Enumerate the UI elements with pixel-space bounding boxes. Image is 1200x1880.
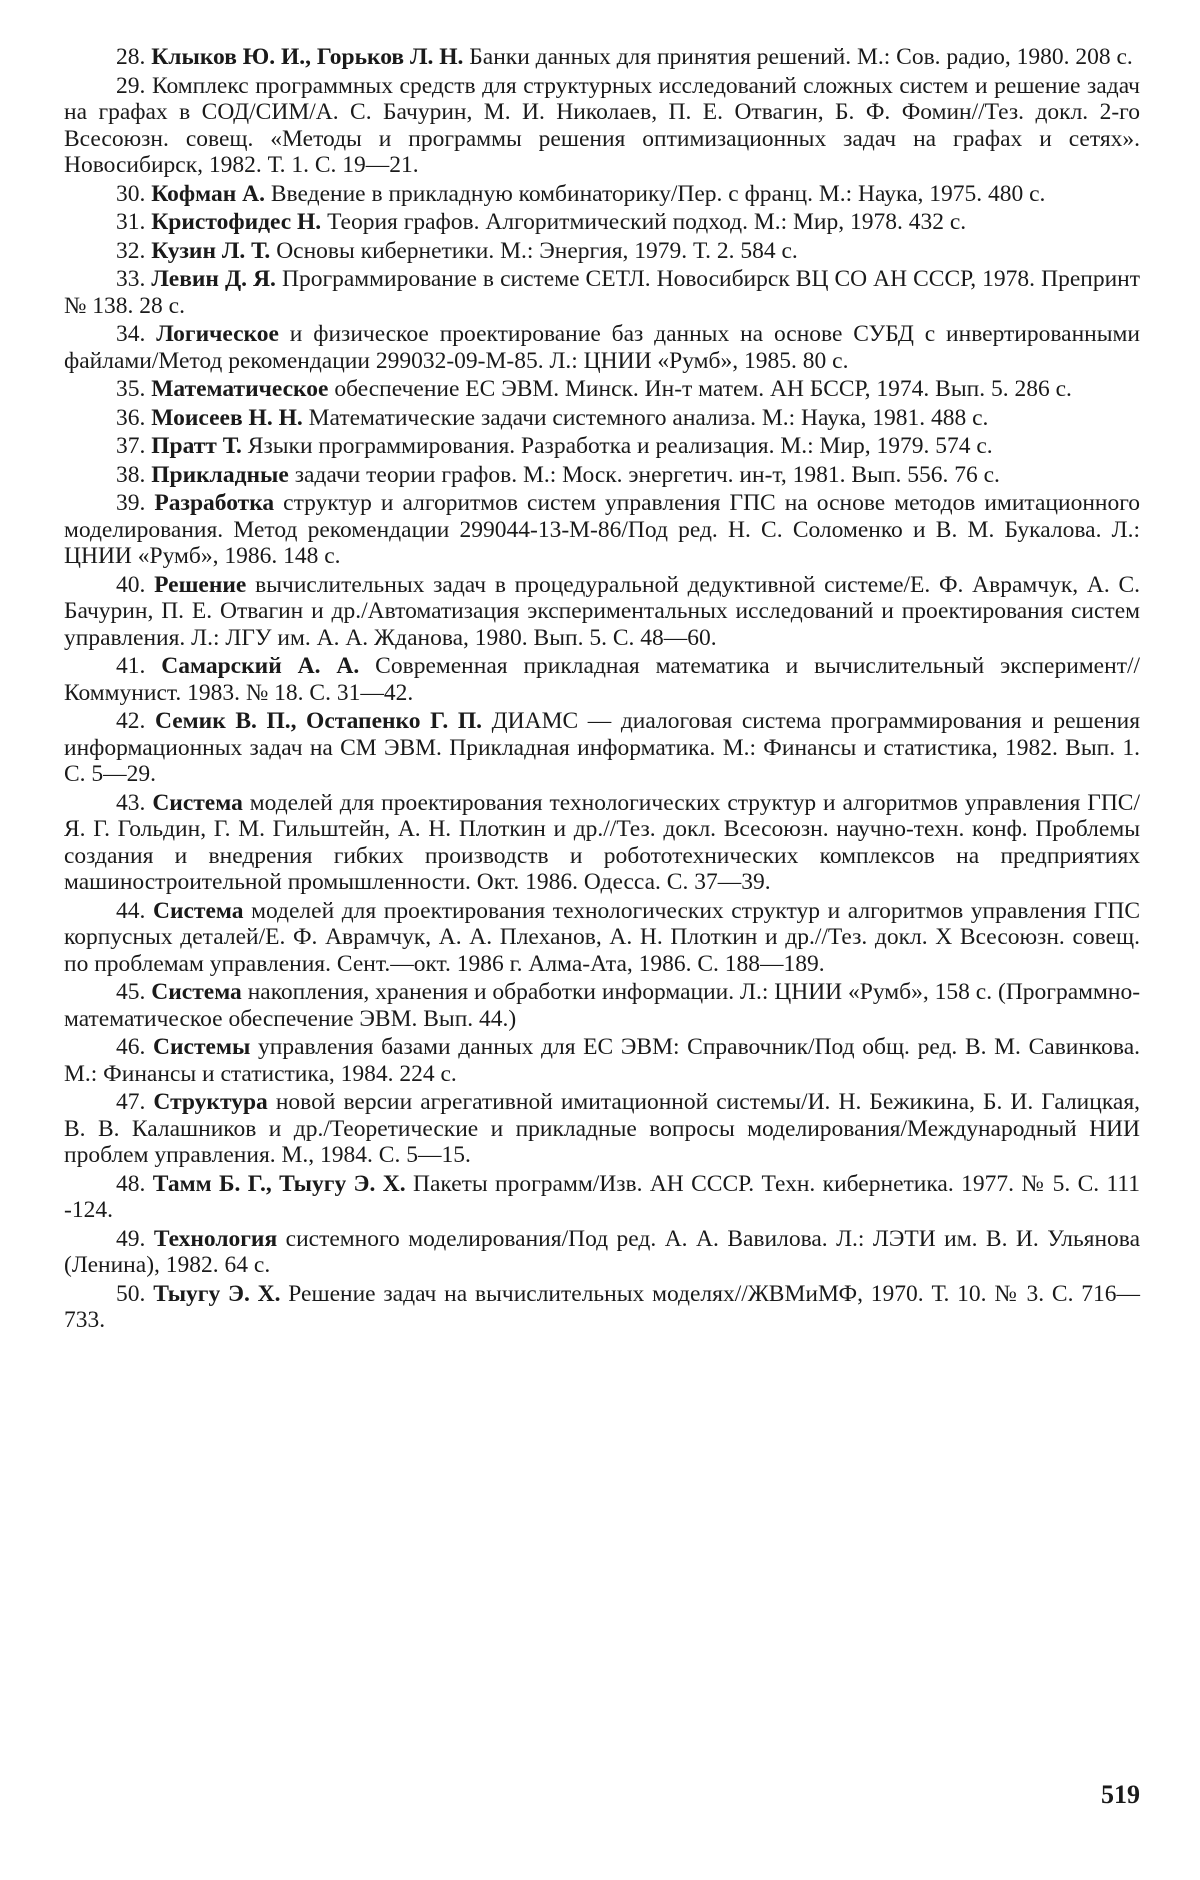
reference-number: 31. bbox=[116, 209, 146, 235]
reference-item bbox=[64, 266, 1140, 319]
reference-item bbox=[64, 321, 1140, 374]
reference-author: Пратт Т. bbox=[151, 433, 242, 459]
reference-number: 46. bbox=[116, 1034, 146, 1060]
reference-text: новой версии агрегативной имитационной системы/И. Н. Бежикина, Б. И. Галицкая, В. В. Калашников и др./Теоретические и прикладные вопросы моделирования/Международный НИИ проблем управления. М., 1984. С. 5—15. bbox=[64, 1089, 1141, 1168]
reference-number: 32. bbox=[116, 237, 146, 264]
reference-text: Программирование в системе СЕТЛ. Новосибирск ВЦ СО АН СССР, 1978. Препринт № 138. 28 с. bbox=[64, 266, 1140, 319]
reference-author: Семик В. П., Остапенко Г. П. bbox=[154, 708, 483, 734]
reference-number: 43. bbox=[116, 789, 146, 816]
reference-text: управления базами данных для ЕС ЭВМ: Справочник/Под общ. ред. В. М. Савинкова. М.: Финансы и статистика, 1984. 224 с. bbox=[64, 1034, 1141, 1087]
reference-author: Тамм Б. Г., Тыугу Э. Х. bbox=[152, 1170, 406, 1197]
reference-item bbox=[64, 1226, 1140, 1279]
reference-number: 44. bbox=[116, 897, 146, 924]
reference-item bbox=[64, 73, 1140, 179]
reference-author: Технология bbox=[153, 1225, 278, 1252]
reference-item bbox=[64, 44, 1140, 71]
reference-item bbox=[64, 181, 1140, 208]
reference-author: Кристофидес Н. bbox=[151, 209, 322, 235]
reference-text: Математические задачи системного анализа. М.: Наука, 1981. 488 с. bbox=[308, 404, 989, 431]
reference-author: Моисеев Н. Н. bbox=[151, 404, 303, 431]
reference-number: 29. bbox=[116, 72, 146, 99]
reference-text: вычислительных задач в процедуральной дедуктивной системе/Е. Ф. Аврамчук, А. С. Бачурин, П. Е. Отвагин и др./Автоматизация экспериментальных исследований и проектирования систем управления. Л.: ЛГУ им. А. А. Жданова, 1980. Вып. 5. С. 48—60. bbox=[64, 571, 1141, 651]
reference-text: Теория графов. Алгоритмический подход. М.: Мир, 1978. 432 с. bbox=[327, 209, 967, 235]
reference-text: Банки данных для принятия решений. М.: Сов. радио, 1980. 208 с. bbox=[469, 44, 1133, 70]
reference-author: Клыков Ю. И., Горьков Л. Н. bbox=[151, 44, 464, 70]
reference-text: и физическое проектирование баз данных на основе СУБД с инвертированными файлами/Метод рекомендации 299032-09-М-85. Л.: ЦНИИ «Румб», 1985. 80 с. bbox=[64, 321, 1140, 374]
reference-text: накопления, хранения и обработки информации. Л.: ЦНИИ «Румб», 158 с. (Программно-математическое обеспечение ЭВМ. Вып. 44.) bbox=[64, 979, 1141, 1032]
reference-item bbox=[64, 209, 1140, 236]
reference-number: 30. bbox=[116, 180, 146, 207]
reference-item bbox=[64, 462, 1140, 489]
reference-author: Математическое bbox=[151, 376, 329, 402]
reference-author: Решение bbox=[154, 571, 247, 598]
reference-item bbox=[64, 1034, 1140, 1087]
reference-author: Система bbox=[152, 897, 244, 924]
page-number: 519 bbox=[1101, 1780, 1140, 1809]
reference-text: Современная прикладная математика и вычислительный эксперимент//Коммунист. 1983. № 18. С. 31—42. bbox=[64, 653, 1141, 706]
reference-author: Логическое bbox=[156, 321, 279, 347]
reference-item bbox=[64, 898, 1140, 978]
reference-number: 47. bbox=[116, 1089, 146, 1115]
reference-text: Языки программирования. Разработка и реализация. М.: Мир, 1979. 574 с. bbox=[247, 433, 993, 459]
reference-author: Система bbox=[151, 979, 242, 1005]
reference-text: Комплекс программных средств для структурных исследований сложных систем и решение задач на графах в СОД/СИМ/А. С. Бачурин, М. И. Николаев, П. Е. Отвагин, Б. Ф. Фомин//Тез. докл. 2-го Всесоюзн. совещ. «Методы и программы решения оптимизационных задач на графах и сетях». Новосибирск, 1982. Т. 1. С. 19—21. bbox=[64, 72, 1141, 178]
reference-number: 36. bbox=[116, 404, 146, 431]
reference-item bbox=[64, 238, 1140, 265]
reference-text: Пакеты программ/Изв. АН СССР. Техн. кибернетика. 1977. № 5. С. 111 -124. bbox=[64, 1170, 1141, 1223]
reference-text: системного моделирования/Под ред. А. А. Вавилова. Л.: ЛЭТИ им. В. И. Ульянова (Ленина), 1982. 64 с. bbox=[64, 1225, 1141, 1278]
reference-author: Системы bbox=[153, 1034, 251, 1060]
reference-author: Левин Д. Я. bbox=[151, 266, 276, 292]
reference-author: Кофман А. bbox=[151, 180, 265, 207]
reference-number: 38. bbox=[116, 461, 146, 488]
reference-item bbox=[64, 979, 1140, 1032]
reference-item bbox=[64, 405, 1140, 432]
reference-number: 28. bbox=[116, 44, 146, 70]
reference-number: 49. bbox=[116, 1225, 146, 1252]
reference-item bbox=[64, 376, 1140, 403]
reference-text: ДИАМС — диалоговая система программирования и решения информационных задач на СМ ЭВМ. Прикладная информатика. М.: Финансы и статистика, 1982. Вып. 1. С. 5—29. bbox=[64, 708, 1141, 787]
reference-author: Кузин Л. Т. bbox=[151, 237, 271, 264]
reference-item bbox=[64, 1089, 1140, 1169]
reference-item bbox=[64, 490, 1140, 570]
reference-author: Самарский А. А. bbox=[161, 653, 360, 679]
reference-item bbox=[64, 1281, 1140, 1334]
reference-item bbox=[64, 1171, 1140, 1224]
reference-text: моделей для проектирования технологических структур и алгоритмов управления ГПС корпусных деталей/Е. Ф. Аврамчук, А. А. Плеханов, А. Н. Плоткин и др.//Тез. докл. X Всесоюзн. совещ. по проблемам управления. Сент.—окт. 1986 г. Алма-Ата, 1986. С. 188—189. bbox=[64, 897, 1141, 977]
reference-text: задачи теории графов. М.: Моск. энергетич. ин-т, 1981. Вып. 556. 76 с. bbox=[294, 461, 1000, 488]
reference-author: Прикладные bbox=[151, 461, 289, 488]
reference-number: 45. bbox=[116, 979, 146, 1005]
reference-item bbox=[64, 433, 1140, 460]
reference-number: 37. bbox=[116, 433, 146, 459]
reference-item bbox=[64, 572, 1140, 652]
reference-text: Решение задач на вычислительных моделях//ЖВМиМФ, 1970. Т. 10. № 3. С. 716—733. bbox=[64, 1280, 1141, 1333]
reference-number: 41. bbox=[116, 653, 146, 679]
reference-text: Введение в прикладную комбинаторику/Пер. с франц. М.: Наука, 1975. 480 с. bbox=[270, 180, 1046, 207]
reference-author: Система bbox=[152, 789, 243, 816]
reference-number: 34. bbox=[116, 321, 146, 347]
reference-text: Основы кибернетики. М.: Энергия, 1979. Т. 2. 584 с. bbox=[276, 237, 798, 264]
reference-item bbox=[64, 790, 1140, 896]
reference-number: 50. bbox=[116, 1280, 146, 1307]
reference-number: 40. bbox=[116, 571, 146, 598]
reference-number: 39. bbox=[116, 490, 146, 516]
reference-number: 35. bbox=[116, 376, 146, 402]
reference-number: 42. bbox=[116, 708, 146, 734]
reference-list bbox=[64, 44, 1140, 1336]
reference-item bbox=[64, 708, 1140, 788]
reference-number: 33. bbox=[116, 266, 146, 292]
reference-author: Тыугу Э. Х. bbox=[153, 1280, 281, 1307]
reference-text: моделей для проектирования технологических структур и алгоритмов управления ГПС/Я. Г. Гольдин, Г. М. Гильштейн, А. Н. Плоткин и др.//Тез. докл. Всесоюзн. научно-техн. конф. Проблемы создания и внедрения гибких производств и робототехнических комплексов на предприятиях машиностроительной промышленности. Окт. 1986. Одесса. С. 37—39. bbox=[64, 789, 1141, 895]
reference-author: Структура bbox=[153, 1089, 268, 1115]
reference-item bbox=[64, 653, 1140, 706]
reference-author: Разработка bbox=[154, 490, 275, 516]
reference-text: обеспечение ЕС ЭВМ. Минск. Ин-т матем. АН БССР, 1974. Вып. 5. 286 с. bbox=[334, 376, 1072, 402]
reference-text: структур и алгоритмов систем управления ГПС на основе методов имитационного моделирования. Метод рекомендации 299044-13-М-86/Под ред. Н. С. Соломенко и В. М. Букалова. Л.: ЦНИИ «Румб», 1986. 148 с. bbox=[64, 490, 1141, 569]
reference-number: 48. bbox=[116, 1170, 146, 1197]
